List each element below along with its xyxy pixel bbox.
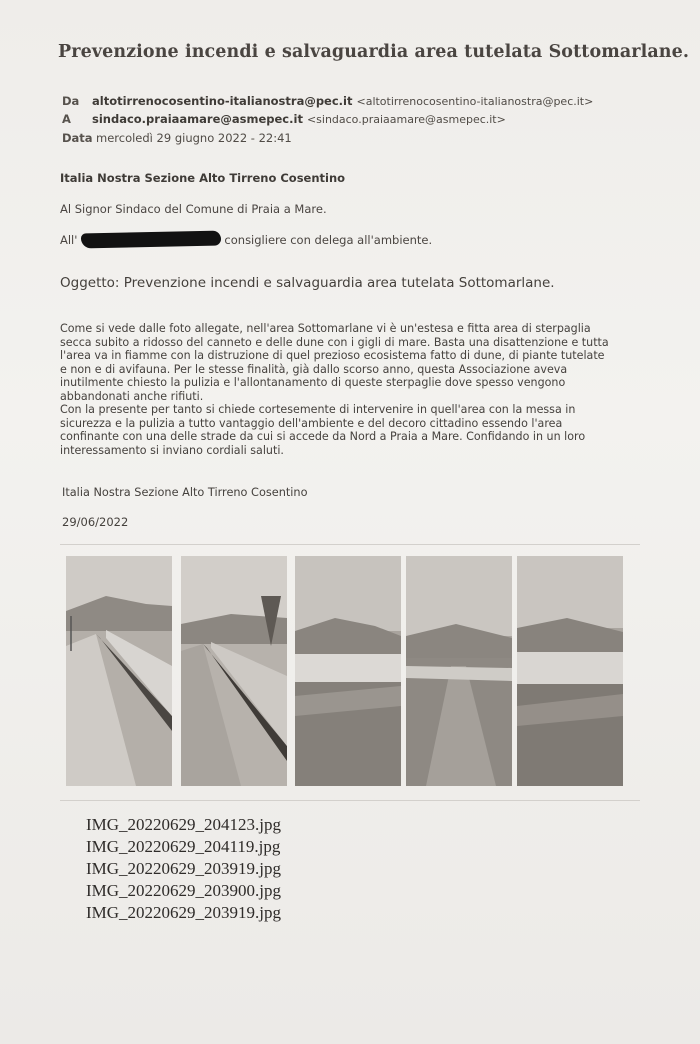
field-scene [295,556,401,786]
body-line: interessamento si inviano cordiali saluti. [60,443,284,457]
attachment-photo-3 [295,556,401,786]
attachment-filename: IMG_20220629_203919.jpg [86,859,282,878]
photo-strip [66,556,626,786]
date-value: mercoledì 29 giugno 2022 - 22:41 [96,131,292,145]
body-line: Con la presente per tanto si chiede cortesemente di intervenire in quell'area con la messa in [60,403,576,416]
page-title: Prevenzione incendi e salvaguardia area tutelata Sottomarlane. [58,42,690,62]
body-line: sicurezza e la pulizia a tutto vantaggio dell'ambiente e del decoro cittadino essendo l'area [60,416,563,430]
field-scene [517,556,623,786]
body-line: abbandonati anche rifiuti. [60,389,204,403]
divider-top [60,544,640,545]
body-line: confinante con una delle strade da cui si accede da Nord a Praia a Mare. Confidando in un loro [60,430,586,443]
attachment-photo-5 [517,556,623,786]
attachment-filename: IMG_20220629_203900.jpg [86,881,282,900]
from-label: Da [62,94,80,108]
attachment-filename: IMG_20220629_204123.jpg [86,815,282,834]
from-row [62,94,593,108]
attachment-photo-1 [66,556,172,786]
field-path-scene [406,556,512,786]
attachment-filename: IMG_20220629_204119.jpg [86,837,281,856]
recipient-prefix: All' [60,233,78,247]
recipient-councillor [60,232,432,247]
road-scene [66,556,172,786]
body-line: e non e di avifauna. Per le stesse finalità, già dallo scorso anno, questa Associazione aveva [60,362,568,376]
recipient-suffix: consigliere con delega all'ambiente. [224,233,433,247]
to-row [62,112,506,126]
body-line: Come si vede dalle foto allegate, nell'area Sottomarlane vi è un'estesa e fitta area di sterpaglia [60,322,591,335]
divider-bottom [60,800,640,801]
body-line: secca subito a ridosso del canneto e delle dune con i gigli di mare. Basta una disattenzione e tutta [60,335,609,349]
attachment-list [86,814,281,924]
recipient-mayor: Al Signor Sindaco del Comune di Praia a Mare. [60,202,327,216]
attachment-filename: IMG_20220629_203919.jpg [86,903,282,922]
attachment-photo-2 [181,556,287,786]
signature: Italia Nostra Sezione Alto Tirreno Cosentino [62,486,308,499]
date-label: Data [62,131,93,145]
email-body [60,322,650,457]
sender-name: Italia Nostra Sezione Alto Tirreno Cosentino [60,171,346,185]
from-address: <altotirrenocosentino-italianostra@pec.it> [356,95,594,108]
to-label: A [62,112,71,126]
redaction-mark [81,231,221,249]
email-subject: Oggetto: Prevenzione incendi e salvaguardia area tutelata Sottomarlane. [60,275,555,291]
to-address: <sindaco.praiaamare@asmepec.it> [306,113,506,126]
to-name: sindaco.praiaamare@asmepec.it [92,112,303,126]
body-line: inutilmente chiesto la pulizia e l'allontanamento di queste sterpaglie dove spesso vengono [60,376,566,389]
letter-date: 29/06/2022 [62,515,129,529]
from-name: altotirrenocosentino-italianostra@pec.it [92,94,353,108]
body-line: l'area va in fiamme con la distruzione di quel prezioso ecosistema fatto di dune, di piante tutelate [60,349,605,362]
road-scene [181,556,287,786]
attachment-photo-4 [406,556,512,786]
date-row [62,131,292,145]
